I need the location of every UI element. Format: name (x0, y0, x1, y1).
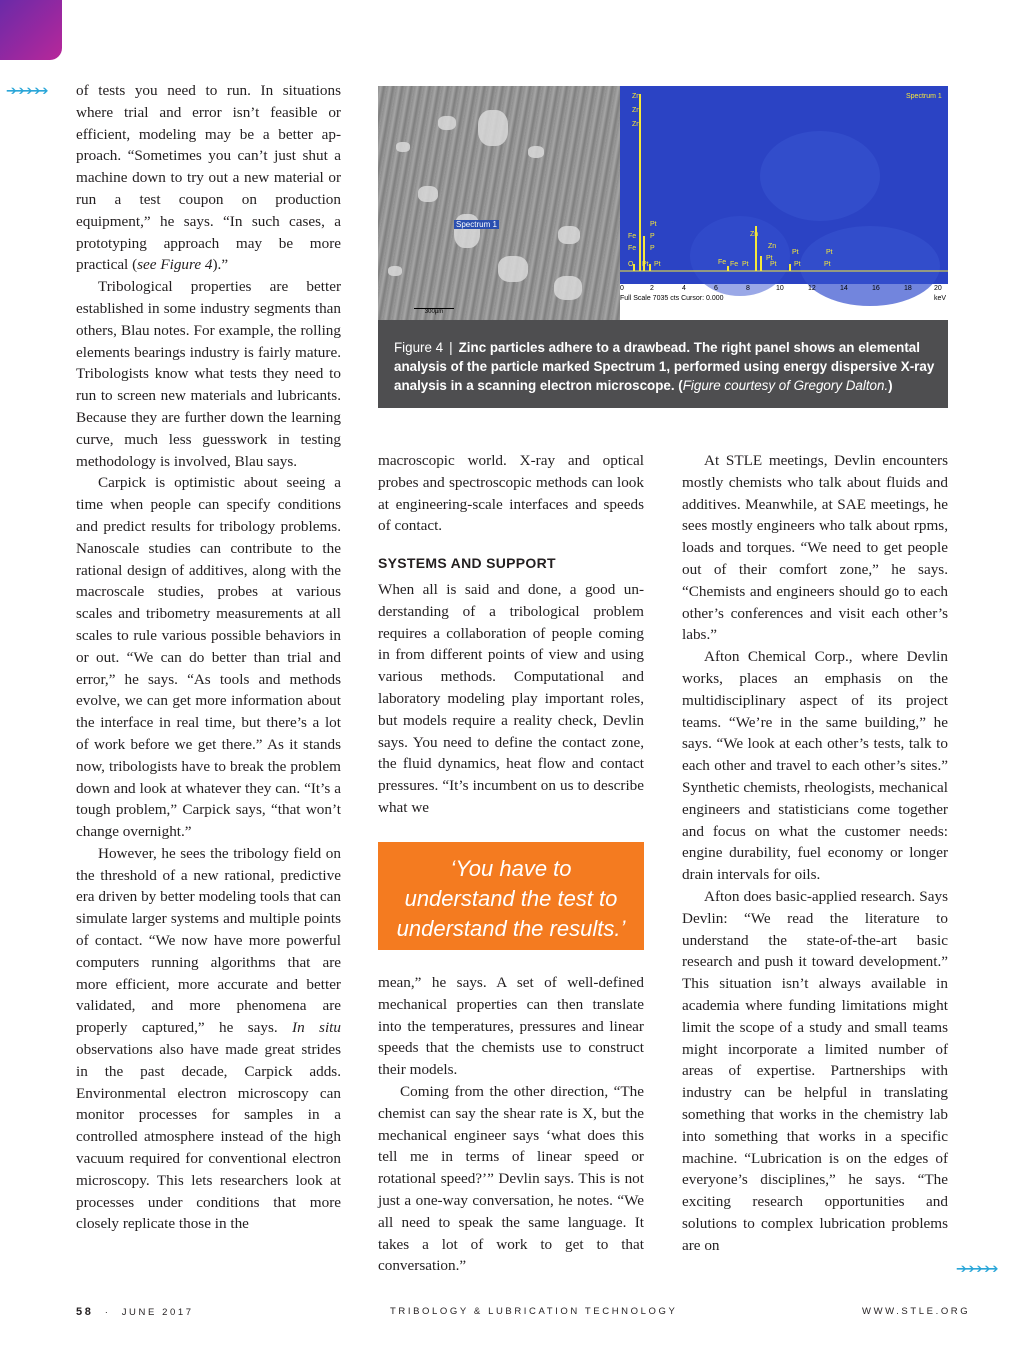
tick-4: 4 (682, 285, 686, 292)
tick-10: 10 (776, 285, 784, 292)
figure-image (378, 86, 948, 320)
peak-fe-3: Fe (718, 259, 727, 266)
col1-paragraph-1-text: of tests you need to run. In situations where trial and error isn’t feasible or efficient, modeling may be a better approach. “Sometimes you can’t just shut a machine down to try out a new material or run a test coupon on production equipment,” he says. “In such cases, a prototyping approach may be more practical (see Figure 4).” (76, 82, 341, 274)
peak-pt-6: Pt (792, 249, 799, 256)
kev-label: keV (934, 295, 947, 302)
footer-dot: · (104, 1307, 111, 1318)
peak-pt-2: Pt (642, 261, 649, 268)
col3-paragraph-2: Afton Chemical Corp., where Devlin works, places an emphasis on the multidisciplinary aspect of its project teams. “We’re in the same building,” he says. “We look at each other’s tests, talk to each other and travel to each other’s sites.” Synthetic chemists, rheologists, mechanical engineers and statisticians come together and focus on what the customer needs: engine durability, fuel economy or longer drain intervals for oils. (682, 648, 948, 884)
col2-paragraph-3: mean,” he says. A set of well-defined mechanical properties can then translate into the temperatures, pressures and linear speeds that the chemists use to construct their models. (378, 974, 644, 1079)
spectrum-graph (620, 86, 948, 320)
peak-pt-8: Pt (770, 261, 777, 268)
website: WWW.STLE.ORG (862, 1306, 971, 1317)
scale-bar: 300µm (414, 308, 454, 315)
column-2-bottom (378, 972, 644, 1277)
col2-paragraph-2: When all is said and done, a good understanding of a tribological problem requires a collaboration of people coming in from different points of view and using various methods. Computational and laboratory modeling play important roles, but models require a reality check, Devlin says. You need to define the contact zone, the fluid dynamics, heat flow and contact pressures. “It’s incumbent on us to describe what we (378, 580, 644, 816)
peak-fe-1: Fe (628, 233, 637, 240)
spectrum-title: Spectrum 1 (906, 93, 942, 100)
caption-separator: | (449, 340, 453, 355)
tick-6: 6 (714, 285, 718, 292)
column-3 (682, 450, 948, 1256)
tick-20: 20 (934, 285, 942, 292)
caption-text: Zinc particles adhere to a drawbead. The right panel shows an elemental analysis of the particle marked Spectrum 1, performed using energy dispersive X-ray analysis in a scanning electron microscope. ( (394, 340, 935, 393)
peak-zn-5: Zn (768, 243, 777, 250)
peak-pt-5: Pt (766, 255, 773, 262)
tick-0: 0 (620, 285, 624, 292)
column-2-top (378, 450, 644, 819)
pull-quote: ‘You have to understand the test to understand the results.’ (378, 842, 644, 950)
micro-spectrum-label: Spectrum 1 (456, 220, 497, 229)
peak-zn-3: Zn (632, 121, 641, 128)
peak-o: O (628, 261, 634, 268)
caption-figure-number: Figure 4 (394, 340, 444, 355)
peak-pt-9: Pt (794, 261, 801, 268)
tick-14: 14 (840, 285, 848, 292)
col2-paragraph-1: macroscopic world. X-ray and optical probes and spectroscopic methods can look at engineering-scale interfaces and speeds of contact. (378, 452, 644, 535)
issue-date: JUNE 2017 (121, 1307, 194, 1318)
peak-p-2: P (650, 245, 655, 252)
full-scale-label: Full Scale 7035 cts Cursor: 0.000 (620, 295, 724, 302)
peak-pt-7: Pt (826, 249, 833, 256)
tick-18: 18 (904, 285, 912, 292)
tick-16: 16 (872, 285, 880, 292)
col1-paragraph-3: Carpick is optimistic about seeing a time when people can specify conditions and predict results for tribology problems. Nanoscale studies can contribute to the rational design of additives, along with the macroscale studies, probes at various scales and tribometry measurements at all scales to rule various possible behaviors in or out. “We can do better than trial and error,” he says. “As tools and methods evolve, we can get more information about the interface in real time, but there’s a lot of work before we get there.” As it stands now, tribologists have to break the problem down and look at whatever they can. “It’s a tough problem,” Carpick says, “that won’t change overnight.” (76, 474, 341, 841)
tick-8: 8 (746, 285, 750, 292)
tick-2: 2 (650, 285, 654, 292)
peak-fe-4: Fe (730, 261, 739, 268)
figure-4 (378, 86, 948, 408)
continued-on-arrows: ➔➔➔➔➔ (956, 1262, 996, 1277)
peak-pt-10: Pt (824, 261, 831, 268)
col1-paragraph-1 (76, 80, 341, 276)
col1-paragraph-2: Tribological properties are better established in some industry segments than others, Blau notes. For example, the rolling elements bearings industry is fairly mature. Tribologists know what tests they need to run to screen new materials and lubricants. Because they are further down the learning curve, much less guesswork in testing methodology is involved, Blau says. (76, 278, 341, 470)
continued-from-arrows: ➔➔➔➔➔ (6, 84, 46, 99)
peak-pt-1: Pt (650, 221, 657, 228)
peak-pt-4: Pt (742, 261, 749, 268)
footer-left (76, 1306, 194, 1318)
caption-end: ) (888, 378, 893, 393)
journal-name: TRIBOLOGY & LUBRICATION TECHNOLOGY (390, 1306, 678, 1317)
peak-zn-2: Zn (632, 107, 641, 114)
column-1 (76, 80, 341, 1235)
tick-12: 12 (808, 285, 816, 292)
peak-p-1: P (650, 233, 655, 240)
col3-paragraph-3: Afton does basic-applied research. Says Devlin: “We read the literature to understand the state-of-the-art basic research and push it toward development.” This situation isn’t always available in academia where funding limitations might limit the scope of a study and small teams might incorporate a limited number of areas of expertise. Partnerships with industry can be helpful in translating something that works in the chemistry lab into something that works in a specific machine. “Lubrication is on the edges of everyone’s disciplines,” he says. “The exciting research opportunities and solutions to complex lubrication problems are on (682, 887, 948, 1254)
col2-paragraph-4: Coming from the other direction, “The chemist can say the shear rate is X, but the mechanical engineer says ‘what does this tell me in terms of linear speed or rotational speed?’” Devlin says. This is not just a one-way conversation, he notes. “We all need to speak the same language. It takes a lot of work to get to that conversation.” (378, 1082, 644, 1275)
caption-credit: Figure courtesy of Gregory Dalton. (682, 378, 889, 393)
spectrum-panel (620, 86, 948, 320)
peak-pt-3: Pt (654, 261, 661, 268)
sem-micrograph (378, 86, 620, 320)
page-number: 58 (76, 1306, 94, 1318)
col1-paragraph-4: However, he sees the tribology field on the threshold of a new rational, predictive era driven by better modeling tools that can simulate larger systems and multiple points of contact. “We now have more powerful computers running algorithms that are more efficient, more accurate and better validated, and more phenomena are properly captured,” he says. In situ observations also have made great strides in the past decade, Carpick adds. Environmental electron microscopy can monitor processes for samples in a controlled atmosphere instead of the high vacuum required for conventional electron microscopy. This lets researchers look at processes under conditions that more closely replicate those in the (76, 844, 341, 1233)
section-heading: SYSTEMS AND SUPPORT (378, 555, 556, 572)
peak-fe-2: Fe (628, 245, 637, 252)
figure-caption (378, 320, 948, 408)
peak-zn-1: Zn (632, 93, 641, 100)
section-tab (0, 0, 62, 60)
peak-zn-4: Zn (750, 231, 759, 238)
col3-paragraph-1: At STLE meetings, Devlin encounters mostly chemists who talk about fluids and additives. Meanwhile, at SAE meetings, he sees mostly engineers who talk about rpms, loads and torques. “We need to get people out of their comfort zone,” he says. “Chemists and engineers should go to each other’s conferences and visit each other’s labs.” (682, 452, 948, 644)
